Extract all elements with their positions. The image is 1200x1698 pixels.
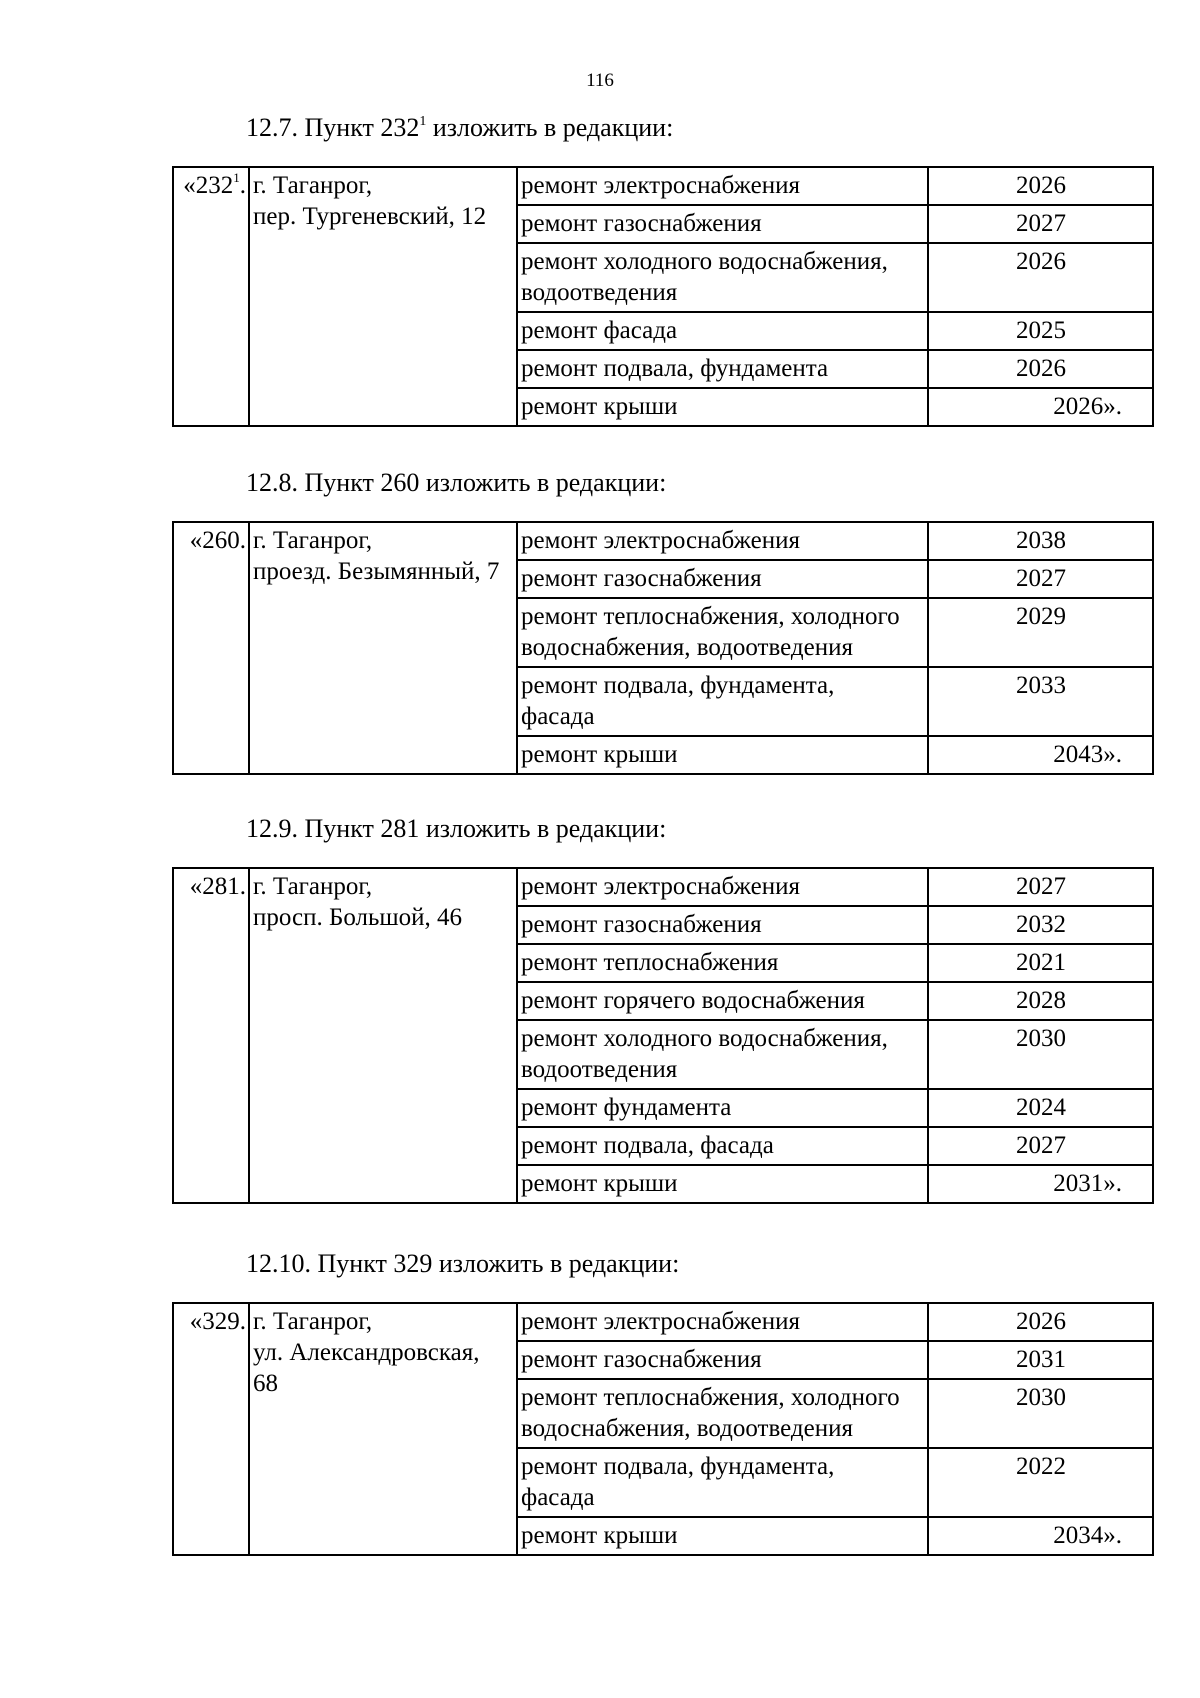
address-cell: г. Таганрог, ул. Александровская, 68 — [249, 1303, 517, 1555]
section-12-9 — [172, 813, 1152, 1204]
year-cell: 2025 — [928, 312, 1153, 350]
heading-text: 12.7. Пункт 232 — [246, 113, 420, 142]
heading-text: 12.8. Пункт 260 изложить в редакции: — [246, 468, 667, 497]
work-type-cell: ремонт теплоснабжения, холодного водоснабжения, водоотведения — [517, 1379, 928, 1448]
heading-text-end: изложить в редакции: — [426, 113, 674, 142]
work-type-cell: ремонт подвала, фасада — [517, 1127, 928, 1165]
year-cell: 2026 — [928, 1303, 1153, 1341]
item-number — [173, 522, 249, 774]
year-cell: 2030 — [928, 1020, 1153, 1089]
year-cell: 2031». — [928, 1165, 1153, 1203]
repair-schedule-table — [172, 867, 1154, 1204]
section-heading — [172, 813, 1152, 845]
work-type-cell: ремонт электроснабжения — [517, 167, 928, 205]
work-type-cell: ремонт фасада — [517, 312, 928, 350]
heading-text: 12.9. Пункт 281 изложить в редакции: — [246, 814, 667, 843]
work-type-cell: ремонт крыши — [517, 388, 928, 426]
year-cell: 2043». — [928, 736, 1153, 774]
work-type-cell: ремонт холодного водоснабжения, водоотведения — [517, 1020, 928, 1089]
section-12-10 — [172, 1248, 1152, 1556]
section-12-8 — [172, 467, 1152, 775]
repair-schedule-table — [172, 521, 1154, 775]
work-type-cell: ремонт горячего водоснабжения — [517, 982, 928, 1020]
year-cell: 2026 — [928, 243, 1153, 312]
year-cell: 2026 — [928, 167, 1153, 205]
year-cell: 2022 — [928, 1448, 1153, 1517]
table-row — [173, 868, 1153, 906]
page-number: 116 — [586, 70, 614, 91]
item-number-superscript: 1 — [233, 170, 240, 185]
item-number-suffix: . — [239, 172, 246, 199]
work-type-cell: ремонт газоснабжения — [517, 560, 928, 598]
work-type-cell: ремонт электроснабжения — [517, 522, 928, 560]
year-cell: 2027 — [928, 205, 1153, 243]
table-row — [173, 1303, 1153, 1341]
section-heading — [172, 1248, 1152, 1280]
item-number-text: «329. — [189, 1308, 246, 1335]
section-12-7 — [172, 112, 1152, 427]
year-cell: 2033 — [928, 667, 1153, 736]
table-row — [173, 167, 1153, 205]
work-type-cell: ремонт крыши — [517, 1165, 928, 1203]
work-type-cell: ремонт подвала, фундамента, фасада — [517, 1448, 928, 1517]
work-type-cell: ремонт электроснабжения — [517, 1303, 928, 1341]
address-cell: г. Таганрог, просп. Большой, 46 — [249, 868, 517, 1203]
work-type-cell: ремонт газоснабжения — [517, 906, 928, 944]
work-type-cell: ремонт крыши — [517, 1517, 928, 1555]
year-cell: 2029 — [928, 598, 1153, 667]
work-type-cell: ремонт теплоснабжения — [517, 944, 928, 982]
work-type-cell: ремонт подвала, фундамента, фасада — [517, 667, 928, 736]
year-cell: 2038 — [928, 522, 1153, 560]
year-cell: 2024 — [928, 1089, 1153, 1127]
year-cell: 2026». — [928, 388, 1153, 426]
repair-schedule-table — [172, 166, 1154, 427]
item-number-text: «260. — [189, 527, 246, 554]
year-cell: 2021 — [928, 944, 1153, 982]
work-type-cell: ремонт фундамента — [517, 1089, 928, 1127]
section-heading — [172, 467, 1152, 499]
year-cell: 2031 — [928, 1341, 1153, 1379]
repair-schedule-table — [172, 1302, 1154, 1556]
item-number — [173, 1303, 249, 1555]
section-heading — [172, 112, 1152, 144]
year-cell: 2026 — [928, 350, 1153, 388]
item-number-text: «232 — [183, 172, 234, 199]
work-type-cell: ремонт холодного водоснабжения, водоотведения — [517, 243, 928, 312]
work-type-cell: ремонт электроснабжения — [517, 868, 928, 906]
heading-text: 12.10. Пункт 329 изложить в редакции: — [246, 1249, 680, 1278]
address-cell: г. Таганрог, проезд. Безымянный, 7 — [249, 522, 517, 774]
work-type-cell: ремонт газоснабжения — [517, 205, 928, 243]
year-cell: 2027 — [928, 1127, 1153, 1165]
heading-superscript: 1 — [419, 114, 427, 129]
address-cell: г. Таганрог, пер. Тургеневский, 12 — [249, 167, 517, 426]
year-cell: 2028 — [928, 982, 1153, 1020]
item-number — [173, 167, 249, 426]
year-cell: 2027 — [928, 868, 1153, 906]
work-type-cell: ремонт теплоснабжения, холодного водоснабжения, водоотведения — [517, 598, 928, 667]
year-cell: 2030 — [928, 1379, 1153, 1448]
year-cell: 2032 — [928, 906, 1153, 944]
work-type-cell: ремонт газоснабжения — [517, 1341, 928, 1379]
item-number-text: «281. — [189, 873, 246, 900]
year-cell: 2034». — [928, 1517, 1153, 1555]
table-row — [173, 522, 1153, 560]
item-number — [173, 868, 249, 1203]
work-type-cell: ремонт крыши — [517, 736, 928, 774]
year-cell: 2027 — [928, 560, 1153, 598]
work-type-cell: ремонт подвала, фундамента — [517, 350, 928, 388]
